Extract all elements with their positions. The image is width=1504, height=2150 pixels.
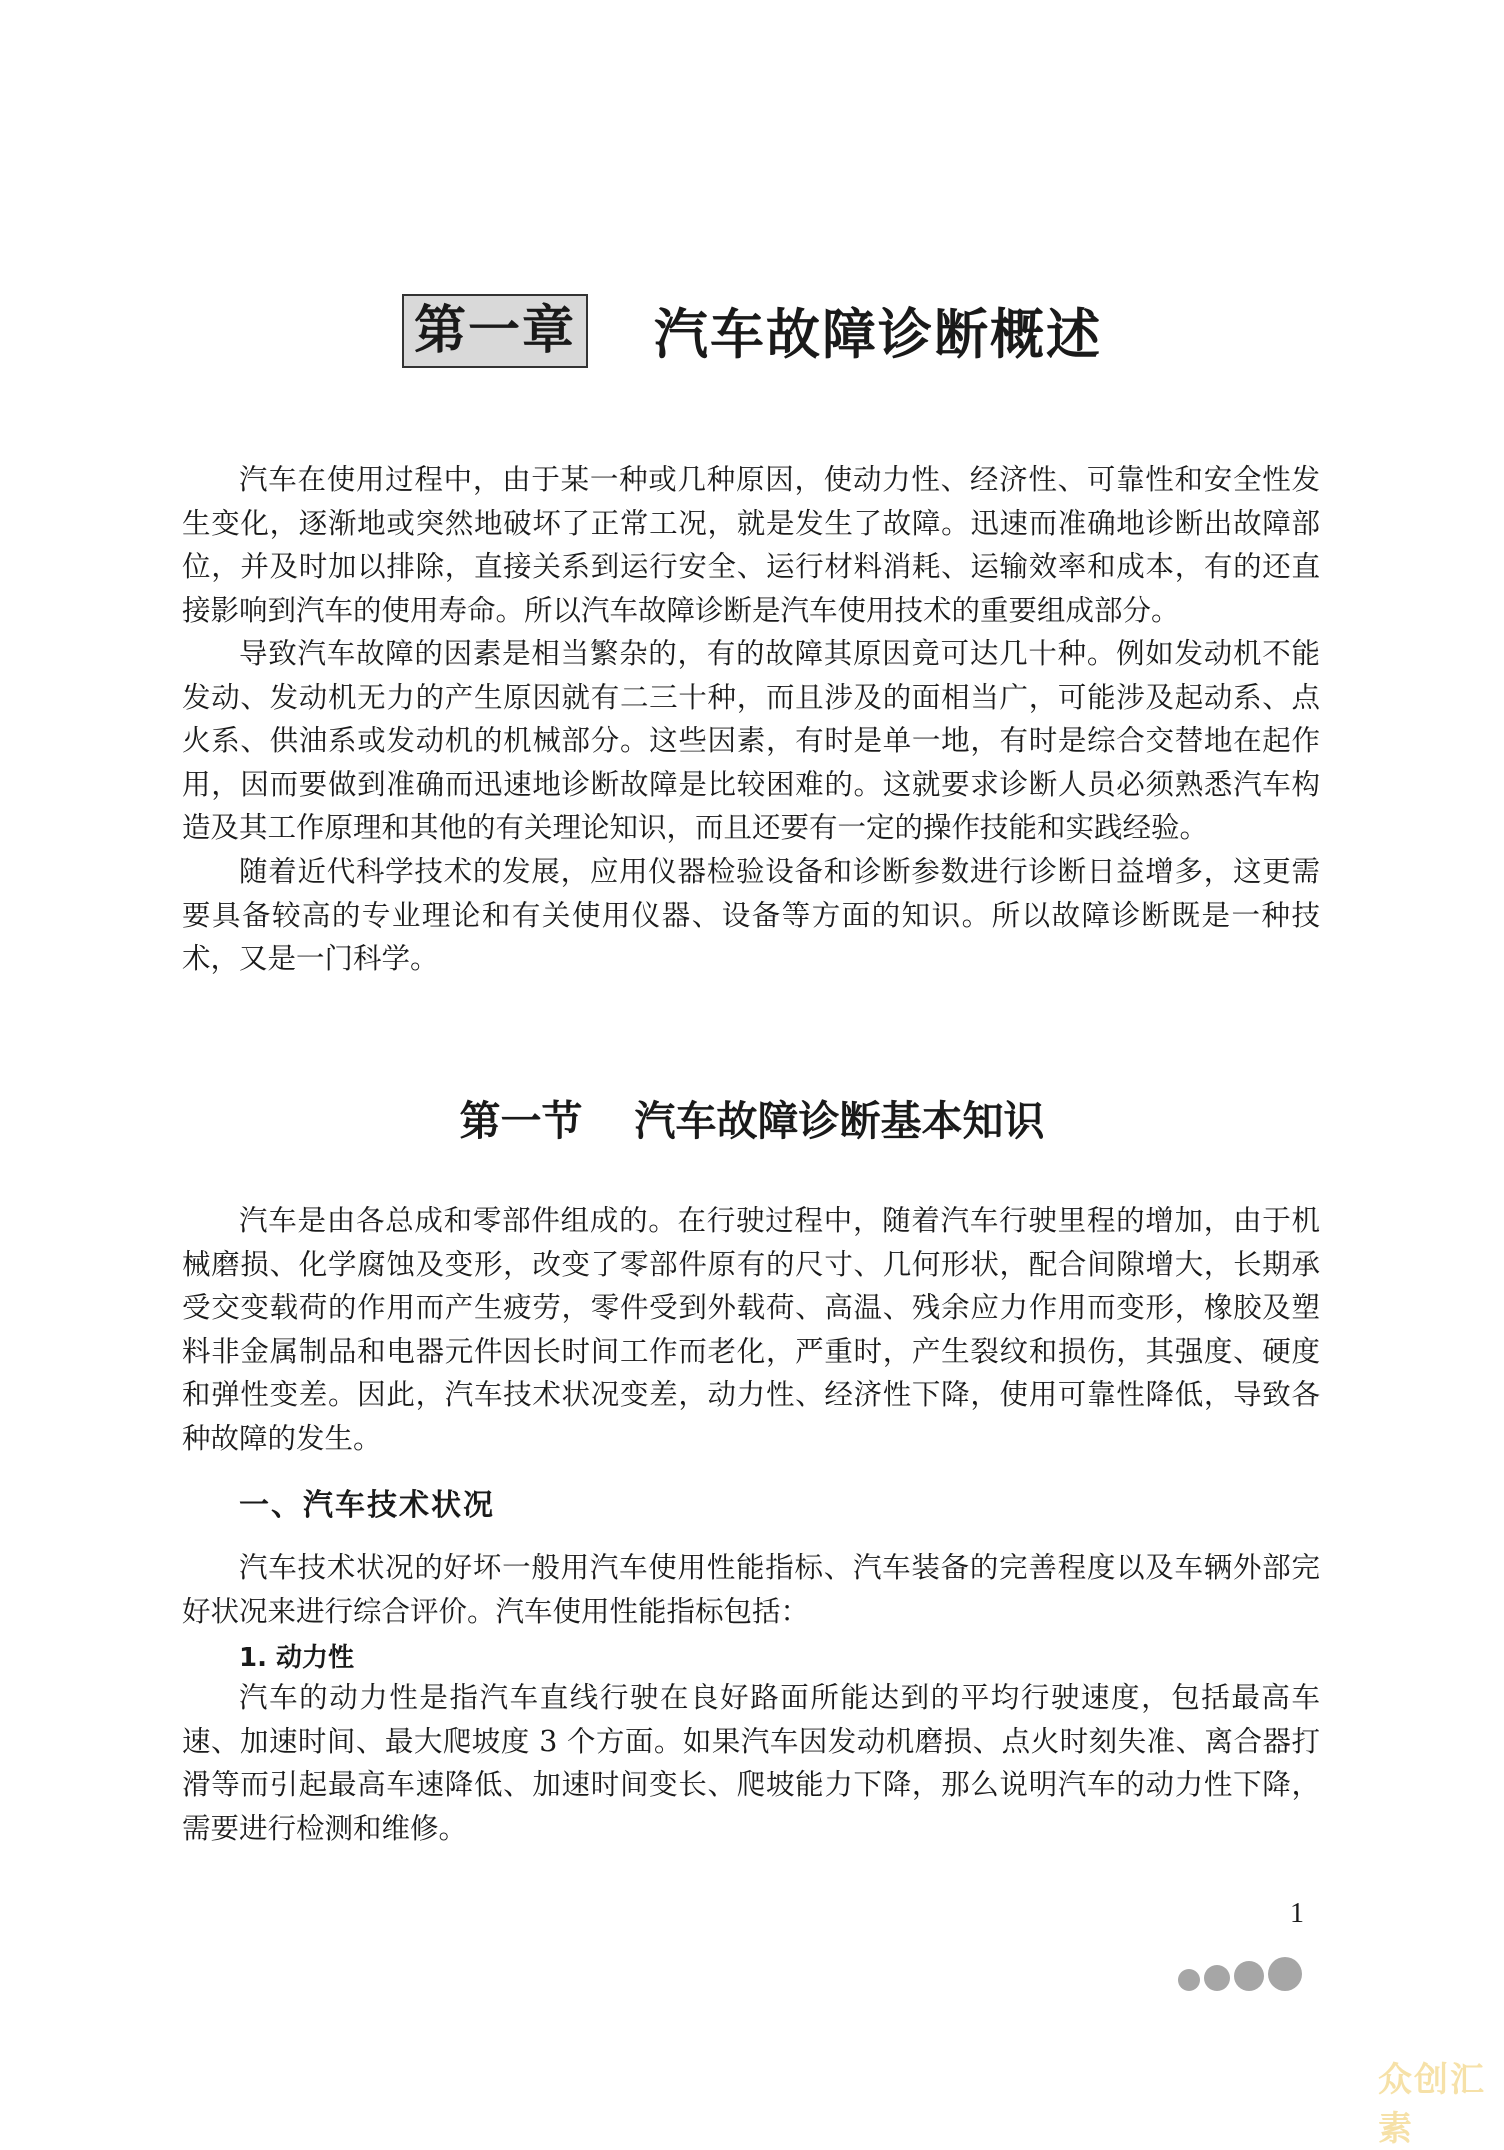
dot-icon [1204,1965,1230,1991]
chapter-label: 第一章 [402,294,588,368]
section-name: 汽车故障诊断基本知识 [634,1097,1045,1145]
dot-icon [1268,1957,1302,1991]
section-paragraph: 汽车是由各总成和零部件组成的。在行驶过程中，随着汽车行驶里程的增加，由于机械磨损、化学腐蚀及变形，改变了零部件原有的尺寸、几何形状，配合间隙增大，长期承受交变载荷的作用而产生疲劳，零件受到外载荷、高温、残余应力作用而变形，橡胶及塑料非金属制品和电器元件因长时间工作而老化，严重时，产生裂纹和损伤，其强度、硬度和弹性变差。因此，汽车技术状况变差，动力性、经济性下降，使用可靠性降低，导致各种故障的发生。 [182,1204,1320,1455]
section-label: 第一节 [459,1097,583,1145]
intro-paragraph-2: 导致汽车故障的因素是相当繁杂的，有的故障其原因竟可达几十种。例如发动机不能发动、发动机无力的产生原因就有二三十种，而且涉及的面相当广，可能涉及起动系、点火系、供油系或发动机的机械部分。这些因素，有时是单一地，有时是综合交替地在起作用，因而要做到准确而迅速地诊断故障是比较困难的。这就要求诊断人员必须熟悉汽车构造及其工作原理和其他的有关理论知识，而且还要有一定的操作技能和实践经验。 [182,637,1320,844]
page-number: 1 [1290,1898,1304,1929]
intro-paragraph-3: 随着近代科学技术的发展，应用仪器检验设备和诊断参数进行诊断日益增多，这更需要具备较高的专业理论和有关使用仪器、设备等方面的知识。所以故障诊断既是一种技术，又是一门科学。 [182,855,1320,975]
dot-icon [1178,1969,1200,1991]
intro-paragraph-1: 汽车在使用过程中，由于某一种或几种原因，使动力性、经济性、可靠性和安全性发生变化，逐渐地或突然地破坏了正常工况，就是发生了故障。迅速而准确地诊断出故障部位，并及时加以排除，直接关系到运行安全、运行材料消耗、运输效率和成本，有的还直接影响到汽车的使用寿命。所以汽车故障诊断是汽车使用技术的重要组成部分。 [182,463,1320,627]
item-heading: 1. 动力性 [239,1643,355,1673]
chapter-title [0,292,1504,369]
subsection-heading: 一、汽车技术状况 [239,1488,495,1523]
watermark: 众创汇素 [1378,2060,1486,2149]
item-paragraph: 汽车的动力性是指汽车直线行驶在良好路面所能达到的平均行驶速度，包括最高车速、加速时间、最大爬坡度 3 个方面。如果汽车因发动机磨损、点火时刻失准、离合器打滑等而引起最高车速降低、加速时间变长、爬坡能力下降，那么说明汽车的动力性下降，需要进行检测和维修。 [182,1681,1320,1845]
section-title [0,1088,1504,1147]
dot-icon [1234,1961,1264,1991]
chapter-name: 汽车故障诊断概述 [654,302,1102,366]
subsection-paragraph: 汽车技术状况的好坏一般用汽车使用性能指标、汽车装备的完善程度以及车辆外部完好状况来进行综合评价。汽车使用性能指标包括： [182,1551,1320,1628]
